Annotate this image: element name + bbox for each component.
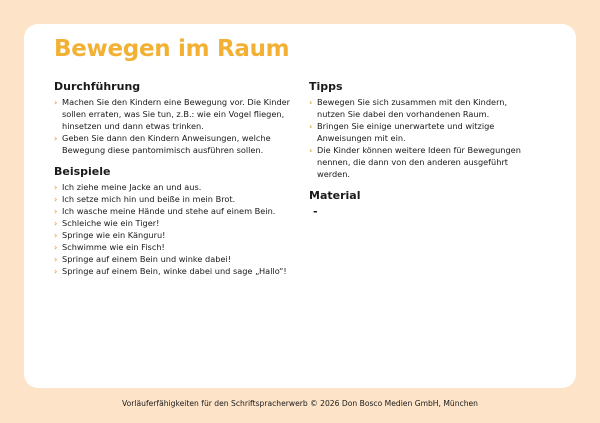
list-item: › Springe auf einem Bein, winke dabei und sage „Hallo“! [54, 266, 287, 276]
list-item: › Bewegen Sie sich zusammen mit den Kindern, nutzen Sie dabei den vorhandenen Raum. [309, 97, 508, 119]
bullet-arrow-icon: › [309, 97, 313, 107]
section-durchfuehrung [54, 80, 304, 156]
list-item: › Springe auf einem Bein und winke dabei! [54, 254, 232, 264]
list-item: › Die Kinder können weitere Ideen für Bewegungen nennen, die dann von den anderen ausgeführt werden. [309, 145, 521, 179]
list-item: › Springe wie ein Känguru! [54, 230, 166, 240]
durchfuehrung-list [54, 96, 304, 156]
list-item: › Schwimme wie ein Fisch! [54, 242, 165, 252]
bullet-arrow-icon: › [54, 218, 58, 228]
list-item: › Ich ziehe meine Jacke an und aus. [54, 182, 202, 192]
list-item: › Machen Sie den Kindern eine Bewegung vor. Die Kinder sollen erraten, was Sie tun, z.B.: wie ein Vogel fliegen, hinsetzen und dann etwas trinken. [54, 97, 291, 131]
bullet-arrow-icon: › [54, 194, 58, 204]
section-heading-durchfuehrung: Durchführung [54, 80, 141, 93]
beispiele-list [54, 181, 304, 277]
bullet-arrow-icon: › [54, 242, 58, 252]
list-item: › Bringen Sie einige unerwartete und witzige Anweisungen mit ein. [309, 121, 495, 143]
bullet-arrow-icon: › [54, 230, 58, 240]
bullet-arrow-icon: › [309, 145, 313, 155]
page-title: Bewegen im Raum [54, 36, 290, 62]
right-column [309, 80, 534, 218]
left-column [54, 80, 304, 277]
list-item: › Ich setze mich hin und beiße in mein Brot. [54, 194, 236, 204]
list-item: › Schleiche wie ein Tiger! [54, 218, 160, 228]
section-tipps [309, 80, 534, 180]
section-heading-tipps: Tipps [309, 80, 343, 93]
bullet-arrow-icon: › [54, 206, 58, 216]
bullet-arrow-icon: › [54, 182, 58, 192]
bullet-arrow-icon: › [54, 133, 58, 143]
section-heading-beispiele: Beispiele [54, 165, 111, 178]
section-heading-material: Material [309, 189, 361, 202]
list-item: › Geben Sie dann den Kindern Anweisungen, welche Bewegung diese pantomimisch ausführen sollen. [54, 133, 271, 155]
tipps-list [309, 96, 534, 180]
bullet-arrow-icon: › [54, 266, 58, 276]
section-beispiele [54, 165, 304, 277]
material-value: - [313, 205, 318, 218]
bullet-arrow-icon: › [54, 97, 58, 107]
footer-copyright: Vorläuferfähigkeiten für den Schriftspracherwerb © 2026 Don Bosco Medien GmbH, München [122, 399, 478, 408]
section-material [309, 189, 534, 218]
bullet-arrow-icon: › [309, 121, 313, 131]
bullet-arrow-icon: › [54, 254, 58, 264]
list-item: › Ich wasche meine Hände und stehe auf einem Bein. [54, 206, 276, 216]
content-card [24, 24, 576, 388]
